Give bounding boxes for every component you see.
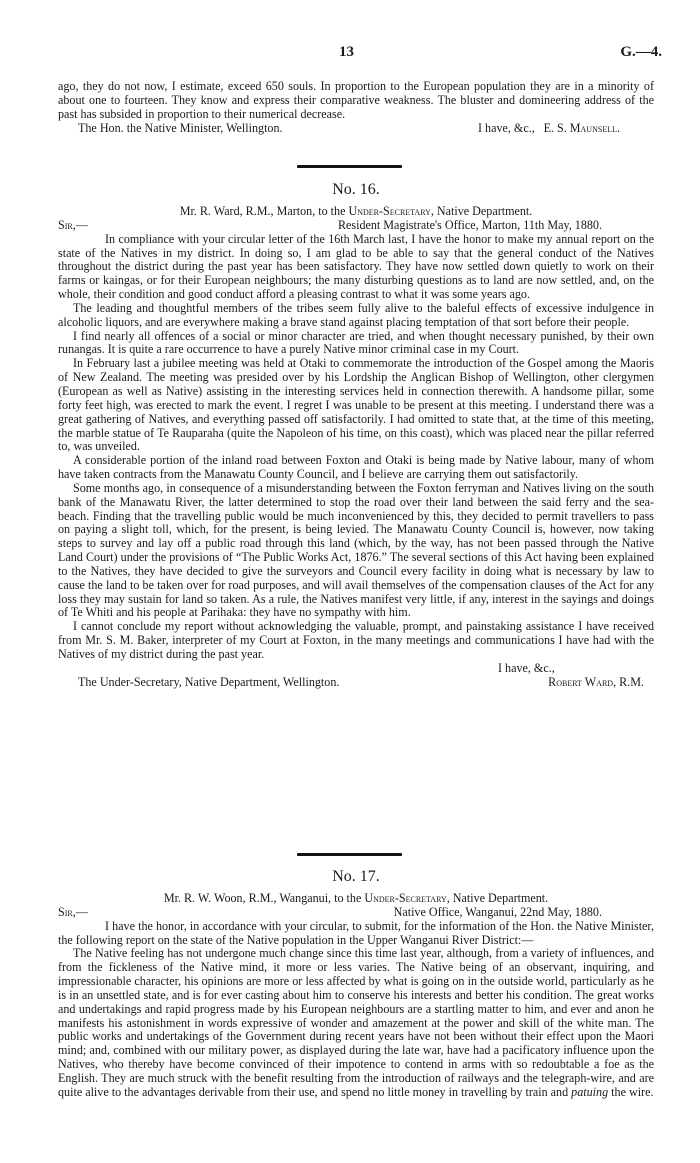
salutation: Sir,— bbox=[58, 904, 88, 919]
body-text-end: the wire. bbox=[608, 1084, 654, 1099]
dateline: Native Office, Wanganui, 22nd May, 1880. bbox=[393, 904, 602, 919]
body-paragraph: A considerable portion of the inland road between Foxton and Otaki is being made by Native labour, many of whom have taken contracts from the Manawatu County Council, and I believe are carrying them out satisfactorily. bbox=[58, 453, 654, 482]
salutation-row bbox=[58, 219, 654, 233]
subheading-dept: , Native Department. bbox=[430, 204, 533, 218]
signature: E. S. Maunsell. bbox=[543, 120, 620, 135]
signature: Robert Ward, R.M. bbox=[548, 674, 644, 689]
letter-subheading bbox=[58, 205, 654, 219]
letter-no-16 bbox=[58, 181, 654, 690]
body-paragraph: In February last a jubilee meeting was held at Otaki to commemorate the introduction of the Gospel among the Maoris of New Zealand. The meeting was presided over by his Lordship the Anglican Bishop of Wellington, other clergymen (European as well as Native) assisting in the interesting services held in connection therewith. A handsome pillar, some forty feet high, was erected to mark the event. I regret I was unable to be present at this meeting. I understand there was a great gathering of Natives, and everything passed off satisfactorily. I had omitted to state that, at the time of this meeting, the marble statue of Te Rauparaha (quite the Napoleon of his time, on this coast), which was placed near the pillar referred to, was unveiled. bbox=[58, 356, 654, 454]
body-paragraph: I cannot conclude my report without acknowledging the valuable, prompt, and painstaking assistance I have received from Mr. S. M. Baker, interpreter of my Court at Foxton, in the many meetings and communications I have had with the Natives of my district during the past year. bbox=[58, 619, 654, 661]
page-number: 13 bbox=[339, 44, 354, 60]
subheading-recipient: Under-Secretary bbox=[364, 891, 447, 905]
closing-line: I have, &c., bbox=[478, 121, 535, 135]
section-divider bbox=[297, 853, 402, 856]
document-reference: G.—4. bbox=[620, 44, 662, 60]
signature-row bbox=[58, 122, 654, 136]
subheading-text: Mr. R. Ward, R.M., Marton, to the bbox=[179, 204, 349, 218]
addressee: The Under-Secretary, Native Department, Wellington. bbox=[78, 674, 340, 689]
salutation: Sir,— bbox=[58, 217, 88, 232]
letter-subheading bbox=[58, 892, 654, 906]
letter-no-17 bbox=[58, 868, 654, 1100]
body-paragraph: I find nearly all offences of a social or minor character are tried, and when thought necessary punished, by their own runangas. It is quite a rare occurrence to have a purely Native minor criminal case in my Court. bbox=[58, 328, 654, 357]
signature-row bbox=[58, 676, 654, 690]
addressee: The Hon. the Native Minister, Wellington. bbox=[78, 120, 283, 135]
body-paragraph: The leading and thoughtful members of the tribes seem fully alive to the baleful effects of excessive indulgence in alcoholic liquors, and are everywhere making a brave stand against placing temptation of that sort before their people. bbox=[58, 300, 654, 329]
body-paragraph: I have the honor, in accordance with your circular, to submit, for the information of the Hon. the Native Minister, the following report on the state of the Native population in the Upper Wanganui River District:— bbox=[58, 918, 654, 947]
subheading-text: Mr. R. W. Woon, R.M., Wanganui, to the bbox=[163, 891, 365, 905]
body-paragraph: Some months ago, in consequence of a misunderstanding between the Foxton ferryman and Natives living on the south bank of the Manawatu River, the latter determined to stop the road over their land between the said ferry and the sea-beach. Finding that the travelling public would be much inconvenienced by this, they decided to permit travellers to pass on paying a slight toll, which, for the present, is being levied. The Manawatu County Council is, however, now taking steps to survey and lay off a public road through this land (which, by the way, has not been passed through the Native Land Court) under the provisions of “The Public Works Act, 1876.” The several sections of this Act having been explained to the Natives, they have decided to give the surveyors and Council every facility in doing what is necessary by law to cause the land to be taken over for road purposes, and will avail themselves of the compensation clauses of the Act for any loss they may sustain for land so taken. As a rule, the Natives manifest very little, if any, interest in the sayings and doings of Te Whiti and his people at Parihaka: they have no sympathy with him. bbox=[58, 480, 654, 620]
letter-heading: No. 17. bbox=[332, 868, 380, 885]
italic-word: patuing bbox=[571, 1084, 609, 1099]
subheading-dept: , Native Department. bbox=[446, 891, 549, 905]
body-paragraph bbox=[58, 947, 654, 1099]
body-paragraph: ago, they do not now, I estimate, exceed 650 souls. In proportion to the European population they are in a minority of about one to fourteen. They know and express their comparative weakness. The bluster and domineering address of the past has subsided in proportion to their numerical decrease. bbox=[58, 79, 654, 121]
letter-closing-section bbox=[58, 80, 654, 135]
dateline: Resident Magistrate's Office, Marton, 11th May, 1880. bbox=[337, 217, 602, 232]
letter-heading: No. 16. bbox=[332, 181, 380, 198]
section-divider bbox=[297, 165, 402, 168]
subheading-recipient: Under-Secretary bbox=[348, 204, 431, 218]
closing-line: I have, &c., bbox=[498, 660, 555, 675]
salutation-row bbox=[58, 906, 654, 920]
body-text: The Native feeling has not undergone much change since this time last year, although, from a variety of influences, and from the fickleness of the Native mind, it more or less varies. The Native being of an observant, inquiring, and impressionable character, his opinions are more or less affected by what is going on in the outside world, particularly as he is in an unsettled state, and is for ever casting about him to conserve his interests and better his condition. The great works and undertakings and rapid progress made by his European neighbours are a startling matter to him, and ever and anon he manifests his astonishment in words expressive of wonder and amazement at the power and skill of the white man. The public works and undertakings of the Government during recent years have not been without their effect upon the Maori mind; and, combined with our military power, as displayed during the late war, have had a pacificatory influence upon the Natives, who thereby have become convinced of their impotence to contend in arms with so redoubtable a foe as the English. They are much struck with the benefit resulting from the introduction of railways and the telegraph-wire, and are quite alive to the advantages derivable from their use, and spend no little money in travelling by train and bbox=[58, 946, 654, 1099]
body-paragraph: In compliance with your circular letter of the 16th March last, I have the honor to make my annual report on the state of the Natives in my district. In doing so, I am glad to be able to say that the general conduct of the Natives throughout the district during the past year has been satisfactory. They have now settled down quietly to work on their farms or kaingas, or for their European neighbours; the many disturbing questions as to land are now settled, and, on the whole, their condition and good conduct afford a pleasing contrast to what it was some years ago. bbox=[58, 231, 654, 302]
